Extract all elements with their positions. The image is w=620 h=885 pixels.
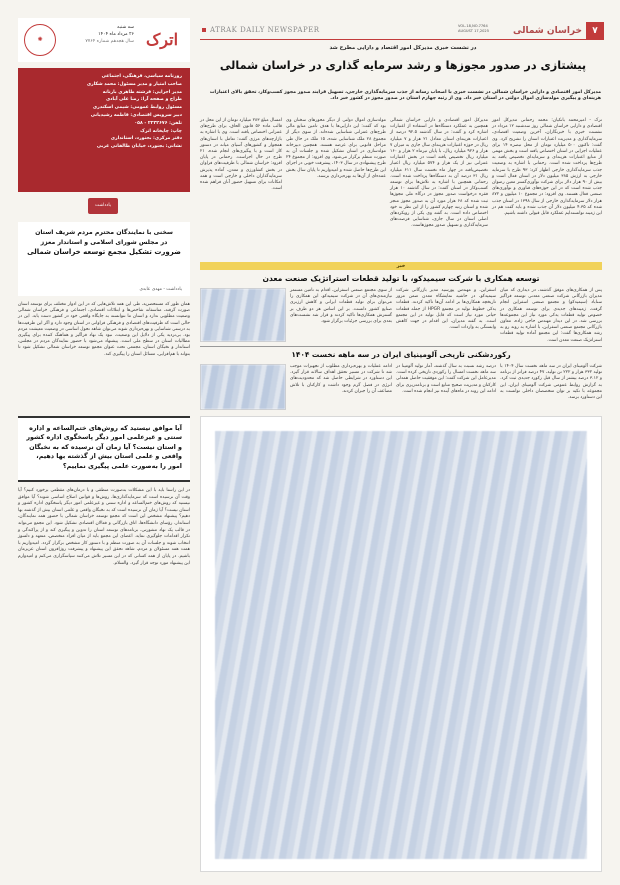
staff-line: طراح و صفحه آرا: رضا علی آبادی xyxy=(105,97,182,103)
auto-photo-image xyxy=(201,365,285,409)
header-square-icon xyxy=(202,28,206,32)
date-line: AUGUST 17,2025 xyxy=(458,28,489,33)
section-divider xyxy=(200,346,602,347)
opinion-title-line: ضرورت تشکیل مجمع توسعه خراسان شمالی xyxy=(27,248,181,256)
masthead-date xyxy=(68,24,134,45)
staff-line: روزنامه سیاسی، فرهنگی، اجتماعی xyxy=(101,74,182,79)
main-kicker: در نشست خبری مدیرکل امور اقتصاد و دارایی مطرح شد xyxy=(329,45,477,51)
staff-line: دبیر سرویس اقتصادی: فاطمه رشیدیانی xyxy=(90,112,182,118)
opinion-title xyxy=(18,222,190,258)
opinion-author: یادداشت - مهدی عابدی xyxy=(139,287,182,292)
cement-photo xyxy=(200,288,286,342)
section-title: خراسان شمالی xyxy=(513,26,582,36)
staff-line: مدیر اجرایی: فرشته طاهری بارنانه xyxy=(102,89,182,95)
advertisement-image xyxy=(215,431,587,859)
story-auto-col-1: شرکت آلومینای ایران در سه ماهه نخست سال ۱۴۰۴ با تولید ۳۳۲ هزار و ۲۲۲ تن تولید، ۴۷ درصد فراتر از برنامه و ۳.۱۲ درصد بیشتر از سال قبل رکورد جدیدی ثبت کرد. به گزارش روابط عمومی شرکت آلومینای ایران، این مجموعه با تکیه بر توان متخصصان داخلی توانست به این دستاورد برسد. xyxy=(500,364,602,401)
main-col-4: امسال مبلغ ۲۸۳ میلیارد تومان از این محل در قالب ماده ۵۶ قانون الحاق، برای طرح‌های عمرانی اختصاص یافته است. وی با اشاره به بازارچه‌های مرزی گفت: تعامل با استان‌های همجوار و کشورهای آسیای میانه در دستور کار است و با پیگیری‌های انجام شده، ۲۱ طرح در حال اجراست. رحمانی در پایان افزود: خراسان شمالی با ظرفیت‌های فراوان در بخش کشاورزی و معدن، آماده پذیرش سرمایه‌گذاران داخلی و خارجی است و همه امکانات برای تسهیل حضور آنان فراهم شده است. xyxy=(200,118,283,192)
staff-line: مسئول روابط عمومی: شیمی اسکندری xyxy=(92,105,182,111)
date-label: ۲۶ مرداد ماه ۱۴۰۴ xyxy=(98,32,134,37)
opinion-body-1: همان طور که مستحضرید، طی این همه تلاش‌هایی که در این ادوار مختلف برای توسعه استان صورت گرفته، متاسفانه شاخص‌ها و ابتلائات اقتصادی، اجتماعی و فرهنگی خراسان شمالی وضعیت مطلوبی ندارد و استان ما نتوانسته به جایگاه واقعی خود در کشور دست یابد. این در حالی است که ظرفیت‌های اقتصادی و فرهنگی فراوانی در استان وجود دارد و اگر این ظرفیت‌ها به درستی شناسایی و بهره‌برداری شوند می‌توان شاهد تحول اساسی در وضعیت معیشت مردم بود. بی‌تردید یکی از دلایل این وضعیت، نبود یک نهاد فراگیر و هماهنگ کننده برای پیگیری مطالبات استان در سطح ملی است. پیشنهاد می‌شود با حضور نمایندگان مردم در مجلس، استاندار و نخبگان استان، مجمعی تحت عنوان مجمع توسعه خراسان شمالی تشکیل شود تا بتواند با هم‌افزایی، مسائل استان را پیگیری کند. xyxy=(17,302,190,357)
page-number: ۷ xyxy=(586,22,604,40)
newspaper-logo: اترک xyxy=(145,30,179,49)
opinion-header xyxy=(18,222,190,296)
story-cement-headline: توسعه همکاری با شرکت سیمیدکو، با تولید قطعات استراتژیک صنعت معدن xyxy=(262,274,540,283)
newspaper-english-name: ATRAK DAILY NEWSPAPER xyxy=(210,26,320,34)
opinion-title-line: در مجلس شورای اسلامی و استاندار معزز xyxy=(40,238,168,246)
main-headline: پیشتازی در صدور مجوزها و رشد سرمایه گذاری در خراسان شمالی xyxy=(219,59,587,72)
advertisement-block xyxy=(200,416,602,872)
issue-label: سال هجدهم شماره ۷۷۶۴ xyxy=(85,39,134,44)
day-label: سه شنبه xyxy=(117,25,134,30)
news-strip: خبر xyxy=(200,262,602,270)
story-cement-col-3: از سوی مجتمع صنعتی اسفراین، اقدام به تامین مستمر نیازمندی‌های آن در شرکت سیمیدکو، این همکاری را می‌توان برای تولید قطعات ایرانی و کاهش ارزبری صنایع کشور دانست. بر این اساس هر دو طرف بر گسترش همکاری‌ها تاکید کردند و قرار شد نشست‌های بعدی برای بررسی جزئیات برگزار شود. xyxy=(290,288,392,325)
pull-quote-text: آیا موافق نیستید که روش‌های ختم‌الساعه و اداره سنتی و غیرعلمی امور دیگر پاسخگوی اداره کشور و استان نیست؟ آیا زمان آن نرسیده که به نخبگان واقعی و علمی استان بیش از گذشته بها دهیم، امور را به‌صورت علمی پیگیری نماییم؟ xyxy=(26,424,182,470)
staff-line: چاپ: چاپخانه اترک xyxy=(140,128,182,134)
staff-line: تلفن: ۲۲۳۲۶۷۶ - ۰۵۸ xyxy=(134,120,182,126)
cement-photo-image xyxy=(201,289,285,341)
story-cement-col-2: اسفراین، و مهندس پورسید مدیر بازرگانی شرکت سیمیدکو، در حاشیه نمایشگاه معدن ضمن مرور تاریخچه همکاری‌ها بر ادامه آن‌ها تاکید کردند. قطعات یدکی خطوط تولید در مجتمع HPGR از جمله قطعات حیاتی مورد نیاز است که قابل تولید در این مجتمع است. به گفته مدیران، این اقدام در جهت کاهش وابستگی به واردات است. xyxy=(396,288,496,331)
volume-info xyxy=(458,24,508,33)
main-lead: مدیرکل امور اقتصادی و دارایی خراسان شمالی در نشست خبری با اصحاب رسانه از جذب سرمایه‌گذاری خارجی، تسهیل فرایند صدور مجوز کسب‌وکار، تحقق بالای اعتبارات هزینه‌ای و پیگیری مولدسازی اموال دولتی در استان خبر داد. وی از رتبه چهارم استان در صدور مجوز در کشور خبر داد. xyxy=(209,90,601,102)
story-auto-col-3: ادامه عملیات و بهره‌برداری مطلوب از تجهیزات موجب شد تا شرکت در مسیر تحقق اهداف سالانه قرار گیرد. این دستاورد در شرایطی حاصل شد که محدودیت‌های انرژی در فصل گرم وجود داشت و کارکنان با تلاش مضاعف آن را جبران کردند. xyxy=(290,364,392,394)
opinion-body-2: در این راستا باید با این مشکلات به‌صورت منطقی و با درمان‌های مقطعی برخورد کنیم؟ آیا وقت آن نرسیده است که سرمایه‌گذاری‌ها، روش‌ها و قوانین اصلاح اساسی شوند؟ آیا موافق نیستید که روش‌های ختم‌الساعه و اداره سنتی و غیرعلمی امور دیگر پاسخگوی اداره کشور و استان نیست؟ آیا زمان آن نرسیده است که به نخبگان واقعی و علمی استان بیش از گذشته بها دهیم؟ پیشنهاد مشخص این است که مجمع توسعه خراسان شمالی با حضور همه نمایندگان، استاندار، رؤسای دانشگاه‌ها، اتاق بازرگانی و فعالان اقتصادی تشکیل شود. این مجمع می‌تواند در قالب یک نهاد مشورتی، برنامه‌های توسعه استان را تدوین و پیگیری کند و از پراکندگی و تکرار اقدامات جلوگیری نماید. اعضای این مجمع باید از میان افراد متخصص، متعهد و دلسوز انتخاب شوند و جلسات آن به صورت منظم و با دستور کار مشخص برگزار گردد. امیدواریم با همت همه مسئولان و مردم، شاهد تحقق این پیشنهاد و پیشرفت روزافزون استان عزیزمان باشیم. در پایان از همه کسانی که در این مسیر تلاش می‌کنند سپاسگزاری می‌کنم و امیدوارم این پیشنهاد مورد توجه قرار گیرد. والسلام. xyxy=(18,488,190,566)
staff-line: نشانی: بجنورد، خیابان طالقانی غربی xyxy=(96,144,182,150)
staff-line: دفتر مرکزی: بجنورد، استانداری xyxy=(110,136,182,142)
opinion-title-line: سخنی با نمایندگان محترم مردم شریف استان xyxy=(35,229,173,236)
staff-box xyxy=(18,68,190,192)
main-col-1: ترک - امیرمحمد بانکیان: محمد رحمانی مدیرکل امور اقتصادی و دارایی خراسان شمالی روز سه‌شنبه ۱۲ مرداد در نشست خبری با خبرنگاران، آخرین وضعیت اقتصادی، سرمایه‌گذاری و مدیریت اعتبارات استان را تشریح کرد. وی گفت: تاکنون ۵۰۰ میلیارد تومان از محل تبصره ۱۴ برای عملیات اجرایی در استان اختصاص یافته است و بخش مهمی از منابع اعتبارات هزینه‌ای و سرمایه‌ای تخصیص یافته به طرح‌ها پرداخت شده است. رحمانی با اشاره به وضعیت جذب سرمایه‌گذاری خارجی اظهار کرد: ۹۳ طرح با سرمایه خارجی به ارزش ۳۸۵ میلیون دلار در استان فعال است و بیش از ۹۰ هزار دلار برای شرکت نوآوری‌گستر معین رضوان جذب شده است که در این حوزه‌های فناوری و نوآوری‌های صنعتی فعال هستند. وی افزود: در مجموع ۱۰ میلیون و ۸۷۲ هزار دلار سرمایه‌گذاری خارجی از سال ۱۳۹۸ در استان جذب شده که ۴.۳۵ میلیون دلار آن جذب شده و باید گفت هم در این زمینه توانسته‌ایم عملکرد قابل قبولی داشته باشیم. xyxy=(492,118,602,217)
pull-quote xyxy=(18,416,190,482)
note-badge: یادداشت xyxy=(88,198,118,214)
story-auto-col-2: درصد رشد نسبت به سال گذشته، آمار تولید آلومینا در سه ماهه نخست امسال را رکوردی تاریخی کرده است. مدیرعامل این شرکت گفت: این موفقیت حاصل همدلی کارکنان و مدیریت صحیح منابع است و برنامه‌ریزی برای ادامه این روند در ماه‌های آینده نیز انجام شده است. xyxy=(396,364,496,394)
volume-line: VOL.18,NO.7764 xyxy=(458,24,488,28)
auto-photo xyxy=(200,364,286,410)
story-auto-headline: رکوردشکنی تاریخی آلومینیای ایران در سه ماهه نخست ۱۴۰۴ xyxy=(291,350,511,359)
masthead xyxy=(18,18,190,62)
main-col-3: مولدسازی اموال دولتی از دیگر محورهای سخنان وی بود که گفت: این دارایی‌ها با هدف تامین منابع مالی طرح‌های عمرانی شناسایی شده‌اند. از سوی دیگر از مجموع ۲۸ ملک شناسایی شده، ۱۵ ملک در حال طی مراحل قانونی برای عرضه هستند. همچنین دبیرخانه مولدسازی در استان تشکیل شده و جلسات آن به صورت منظم برگزار می‌شود. وی افزود: از مجموع ۲۴ طرح پیشنهادی در سال ۱۴۰۳، پیشرفت خوبی در اجرای این طرح‌ها حاصل شده و امیدواریم تا پایان سال بخش عمده‌ای از آن‌ها به بهره‌برداری برسند. xyxy=(286,118,386,179)
staff-line: صاحب امتیاز و مدیر مسئول: محمد شکاری xyxy=(86,81,182,87)
story-cement-col-1: پس از همکاری‌های موفق گذشته، در دیداری که میان مدیران بازرگانی شرکت صنعتی معدنی توسعه فراگیر سناباد (سیمیدکو) و مجتمع صنعتی اسفراین انجام گرفت، زمینه‌های جدیدی برای توسعه همکاری در خصوص تولید قطعات یدکی مورد نیاز این مجموعه‌ها بررسی شد. در این دیدار مهندس حاجی زاده، معاون بازرگانی مجتمع صنعتی اسفراین، با اشاره به روند رو به رشد همکاری‌ها گفت: این مجتمع آماده تولید قطعات استراتژیک صنعت معدن است. xyxy=(500,288,602,343)
main-col-2: مدیرکل امور اقتصادی و دارایی خراسان شمالی همچنین به عملکرد دستگاه‌ها در استفاده از اعتبارات اشاره کرد و گفت: در سال گذشته ۹۲.۵ درصد از اعتبارات هزینه‌ای استان معادل ۲۱ هزار و ۷ میلیارد ریال در حوزه اعتبارات هزینه‌ای سال جاری به میزان ۷ هزار و ۹۲۶ میلیارد ریال، با پایان تیرماه ۲ هزار و ۱۶۰ میلیارد ریال تخصیص یافته است در بخش اعتبارات عمرانی نیز از یک هزار و ۵۷۴ میلیارد ریال اعتبار تخصیص‌یافته در چهار ماه نخست سال ۶۱۱ میلیارد ریال ۳۱ درصد آن به دستگاه‌ها پرداخت شده است. رحمانی همچنین با اشاره به تلاش‌ها برای توسعه کسب‌وکار در استان گفت: در سال گذشته ۱۰ هزار فقره درخواست صدور مجوز در درگاه ملی مجوزها ثبت شده که ۶۸ هزار مورد آن به صدور مجوز منجر شده و استان رتبه چهارم کشور را از این نظر به خود اختصاص داده است. به گفته وی یکی از رویکردهای اصلی استان در سال جاری، شناسایی فرصت‌های سرمایه‌گذاری و تسهیل صدور مجوزهاست. xyxy=(390,118,489,229)
seal-emblem: ✺ xyxy=(24,24,56,56)
staff-lines xyxy=(18,68,190,156)
